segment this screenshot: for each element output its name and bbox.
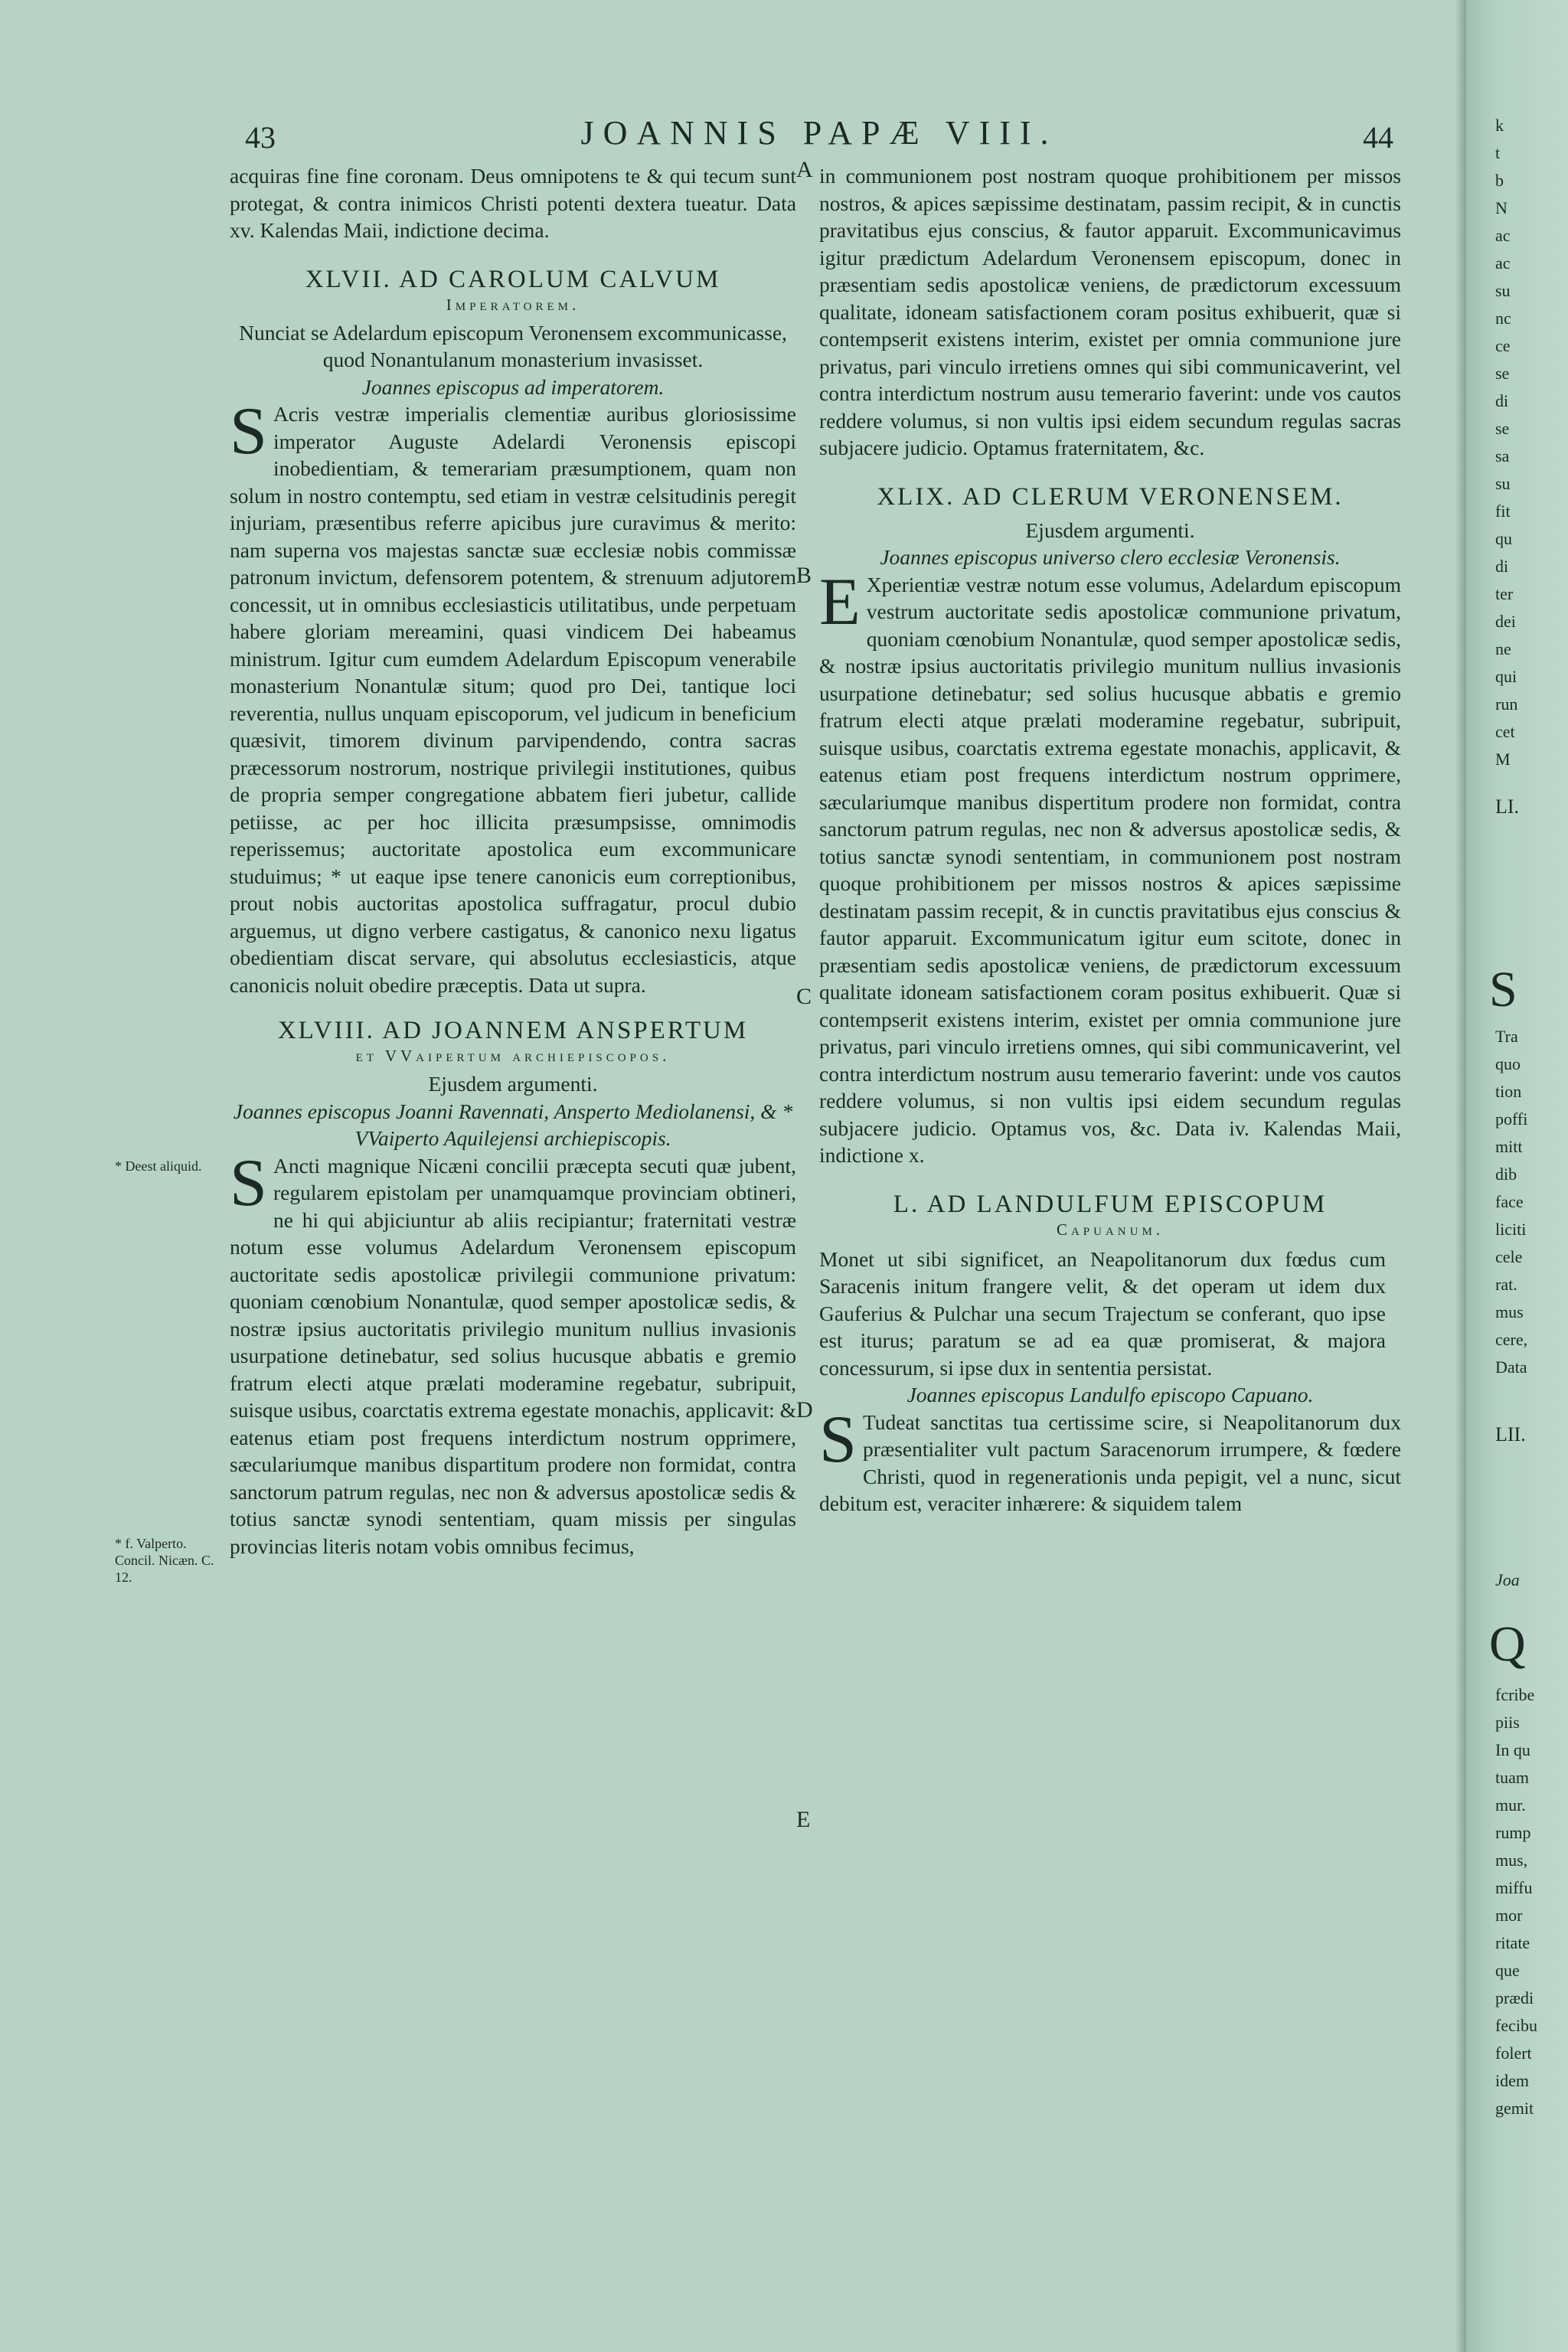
facing-line-fragment: tuam <box>1495 1768 1529 1787</box>
running-head <box>245 113 1393 159</box>
letter-50-body: Tudeat sanctitas tua certissime scire, si Neapolitanorum dux præsentialiter vult pactum Saracenorum irrumpere, & fœdere Christi, quod in regenerationis unda pepigit, vel a nunc, sicut debitum est, veraciter inhærere: & siquidem talem <box>819 1410 1401 1515</box>
facing-line-fragment: ce <box>1495 336 1511 355</box>
facing-salutation: Joa <box>1495 1570 1520 1589</box>
facing-line-fragment: fit <box>1495 501 1511 521</box>
letter-48-subtitle: et VVaipertum archiepiscopos. <box>355 1047 671 1065</box>
facing-line-fragment: cele <box>1495 1247 1523 1266</box>
letter-47-body: Acris vestræ imperialis clementiæ auribus gloriosissime imperator Auguste Adelardi Veronensis episcopi inobedientiam, & temerariam præsumptionem, quam non solum in nostro contemptu, sed etiam in vestræ celsitudinis peregit injuriam, præsentibus referre apicibus jure curavimus & merito: nam superna vos majestas sanctæ suæ ecclesiæ nobis commissæ patronum invictum, defensorem potentem, & strenuum adjutorem concessit, ut in omnibus ecclesiasticis utilitatibus, unde perpetuam habere gloriam mereamini, quasi vindicem Dei habeamus ministrum. Igitur cum eumdem Adelardum Episcopum venerabile monasterium Nonantulæ situm; quod pro Dei, tantique loci reverentia, nullus unquam episcoporum, vel judicum in beneficium quæsivit, timorem divinum parvipendendo, contra sacras præcessorum nostrorum, nostrique privilegii institutiones, quibus de propria semper congregatione abbatem fieri jubetur, callide petiisse, ac per hoc illicita præsumpsisse, omnimodis reperissemus; auctoritate apostolica eum excommunicare studuimus; * ut eaque ipse tenere canonicis eum correptionibus, prout nobis auctoritas apostolica suffragatur, procul dubio arguemus, ut digno verbere castigatus, & canonico nexu ligatus obedientiam discat servare, qui absolutus ecclesiasticis, atque canonicis noluit obedire præceptis. Data ut supra. <box>230 402 796 997</box>
facing-line-fragment: k <box>1495 116 1504 135</box>
facing-line-fragment: Data <box>1495 1357 1527 1377</box>
facing-line-fragment: b <box>1495 171 1504 190</box>
letter-50-heading <box>819 1189 1401 1240</box>
margin-note-1: * Deest aliquid. <box>115 1158 202 1174</box>
facing-line-fragment: ac <box>1495 226 1511 245</box>
facing-line-fragment: dib <box>1495 1165 1517 1184</box>
facing-line-fragment: qui <box>1495 667 1517 686</box>
facing-line-fragment: ac <box>1495 253 1511 273</box>
letter-48-continuation: in communionem post nostram quoque prohibitionem per missos nostros, & apices sæpissime destinatam, passim recipit, & in cunctis pravitatibus ejus conscius, & fautor apparuit. Excommunicavimus igitur prædictum Adelardum Veronensem episcopum, donec in præsentiam sedis apostolicæ veniens, de prædictorum excessuum qualitate, idoneam satisfactionem coram positus exhibuerit, quæ si contempserit existens interim, existet per omnia communione jure privatus, pari vinculo irretiens omnes qui sibi communicaverint, vel contra interdictum nostrum ausu temerario faverint: unde vos cautos reddere volumus, si non vultis ipsi eidem secundum regulas sacras subjacere judicio. Optamus fraternitatem, &c. <box>819 164 1401 459</box>
facing-line-fragment: tion <box>1495 1082 1522 1101</box>
facing-letter-51: LI. <box>1495 795 1520 818</box>
facing-line-fragment: liciti <box>1495 1220 1527 1239</box>
facing-line-fragment: t <box>1495 143 1501 162</box>
facing-line-fragment: N <box>1495 198 1508 217</box>
letter-49-salutation: Joannes episcopus universo clero ecclesiæ Veronensis. <box>880 545 1341 569</box>
letter-47-text <box>230 394 796 998</box>
facing-line-fragment: que <box>1495 1961 1520 1980</box>
letter-48-argument: Ejusdem argumenti. <box>428 1072 598 1096</box>
facing-line-fragment: miffu <box>1495 1878 1533 1897</box>
facing-line-fragment: idem <box>1495 2071 1529 2090</box>
letter-49-text <box>819 564 1401 1169</box>
facing-line-fragment: face <box>1495 1192 1524 1211</box>
letter-50-dropcap: S <box>819 1402 857 1477</box>
facing-line-fragment: dei <box>1495 612 1516 631</box>
facing-line-fragment: qu <box>1495 529 1512 548</box>
page-number-left: 43 <box>245 120 276 155</box>
letter-50-argument: Monet ut sibi significet, an Neapolitanorum dux fœdus cum Saracenis initum frangere velit, & det operam ut idem dux Gauferius & Pulchar una secum Trajectum se conferant, quo ipse est iturus; paratum se ad ea quæ promiserat, & majora concessurum, si ipse dux in sententia persistat. <box>819 1246 1386 1380</box>
facing-line-fragment: mor <box>1495 1906 1523 1925</box>
letter-47-subtitle: Imperatorem. <box>446 295 580 314</box>
facing-line-fragment: se <box>1495 364 1510 383</box>
letter-47-dropcap: S <box>230 394 267 469</box>
facing-line-fragment: nc <box>1495 309 1511 328</box>
section-letter-d: D <box>796 1397 813 1423</box>
facing-line-fragment: Tra <box>1495 1027 1518 1046</box>
facing-line-fragment: poffi <box>1495 1109 1528 1129</box>
facing-line-fragment: su <box>1495 281 1511 300</box>
facing-dropcap-s: S <box>1489 962 1517 1018</box>
letter-49-heading <box>819 482 1401 512</box>
running-title: JOANNIS PAPÆ VIII. <box>580 114 1058 152</box>
letter-47-title: XLVII. AD CAROLUM CALVUM <box>305 265 721 293</box>
facing-line-fragment: quo <box>1495 1054 1521 1073</box>
page-number-right: 44 <box>1363 120 1393 155</box>
section-letter-c: C <box>796 984 812 1009</box>
letter-48-body: Ancti magnique Nicæni concilii præcepta secuti quæ jubent, regularem epistolam per unamquamque provinciam obtineri, ne hi qui abjiciuntur ab aliis recipiantur; fraternitati vestræ notum esse volumus Adelardum Veronensem episcopum auctoritate sedis apostolicæ privilegii communione privatum: quoniam cœnobium Nonantulæ, quod semper apostolicæ sedis, & nostræ ipsius auctoritatis privilegio munitum nullius invasionis usurpatione detinebatur, sed solius hucusque abbatis e gremio fratrum electi atque prælati moderamine regebatur, subripuit, suisque usibus, coarctatis extrema egestate monachis, applicavit: & eatenus etiam post frequens interdictum nostrum opprimere, sæculariumque manibus dispartitum prodere non formidat, contra sanctorum patrum regulas, nec non & adversus apostolicæ sedis & totius sanctæ synodi sententiam, quam missis per singulas provincias literis notam vobis omnibus fecimus, <box>230 1153 796 1558</box>
letter-49-body: Xperientiæ vestræ notum esse volumus, Adelardum episcopum vestrum auctoritate sedis apostolicæ communione privatum, quoniam cœnobium Nonantulæ, quod semper apostolicæ sedis, & nostræ ipsius auctoritatis privilegio munitum nullius invasionis usurpatione detinebatur; sed solius hucusque abbatis e gremio fratrum electi atque prælati moderamine regebatur, subripuit, suisque usibus, coarctatis extrema egestate monachis, applicavit, & eatenus etiam post frequens interdictum nostrum opprimere, sæculariumque manibus dispertitum prodere non formidat, contra sanctorum patrum regulas, nec non & adversus apostolicæ sedis, & totius sanctæ synodi sententiam, in communionem post nostram quoque prohibitionem per missos nostros & apices sæpissime destinatam passim recepit, & in cunctis pravitatibus ejus conscius & fautor apparuit. Excommunicatum igitur eum scitote, donec in præsentiam sedis apostolicæ veniens, de prædictorum excessuum qualitate idoneam satisfactionem coram positus exhibuerit. Quæ si contempserit existens interim, existet per omnia communione jure privatus, pari vinculo irretiens omnes, qui sibi communicaverint, vel contra interdictum nostrum ausu temerario faverint: unde vos cautos reddere volumus, si non vultis ipsi eidem secundum regulas subjacere judicio. Optamus vos, &c. Data iv. Kalendas Maii, indictione x. <box>819 572 1401 1167</box>
facing-page-edge <box>1466 0 1568 2352</box>
letter-50-subtitle: Capuanum. <box>1056 1220 1165 1239</box>
facing-line-fragment: M <box>1495 750 1511 769</box>
facing-line-fragment: folert <box>1495 2043 1532 2063</box>
facing-line-fragment: run <box>1495 694 1518 714</box>
facing-line-fragment: su <box>1495 474 1511 493</box>
facing-line-fragment: sa <box>1495 446 1510 466</box>
left-column <box>230 162 796 1560</box>
letter-46-ending: acquiras fine fine coronam. Deus omnipotens te & qui tecum sunt protegat, & contra inimicos Christi potenti dextera tueatur. Data xv. Kalendas Maii, indictione decima. <box>230 164 796 242</box>
right-column <box>819 162 1401 1517</box>
facing-line-fragment: ne <box>1495 639 1511 658</box>
letter-48-heading <box>230 1015 796 1066</box>
facing-line-fragment: rump <box>1495 1823 1531 1842</box>
facing-line-fragment: ritate <box>1495 1933 1530 1952</box>
letter-49-argument: Ejusdem argumenti. <box>1025 518 1195 542</box>
margin-note-2: * f. Valperto. Concil. Nicæn. C. 12. <box>115 1536 214 1585</box>
section-letter-a: A <box>796 157 813 182</box>
section-letter-e: E <box>796 1807 811 1832</box>
facing-letter-52: LII. <box>1495 1423 1526 1446</box>
section-letter-b: B <box>796 563 812 588</box>
letter-50-text <box>819 1402 1401 1517</box>
letter-49-dropcap: E <box>819 564 861 639</box>
facing-line-fragment: cere, <box>1495 1330 1528 1349</box>
letter-47-salutation: Joannes episcopus ad imperatorem. <box>361 374 665 399</box>
facing-line-fragment: se <box>1495 419 1510 438</box>
letter-48-text <box>230 1145 796 1560</box>
facing-line-fragment: In qu <box>1495 1740 1530 1759</box>
letter-50-title: L. AD LANDULFUM EPISCOPUM <box>893 1190 1328 1218</box>
facing-line-fragment: gemit <box>1495 2099 1534 2118</box>
letter-47-argument: Nunciat se Adelardum episcopum Veronensem excommunicasse, quod Nonantulanum monasterium invasisset. <box>239 320 787 371</box>
facing-line-fragment: di <box>1495 391 1509 410</box>
facing-line-fragment: piis <box>1495 1713 1520 1732</box>
letter-48-salutation: Joannes episcopus Joanni Ravennati, Ansperto Mediolanensi, & * VVaiperto Aquilejensi archiepiscopis. <box>233 1099 793 1150</box>
facing-line-fragment: rat. <box>1495 1275 1517 1294</box>
facing-line-fragment: prædi <box>1495 1988 1534 2007</box>
letter-48-title: XLVIII. AD JOANNEM ANSPERTUM <box>277 1017 749 1044</box>
facing-line-fragment: fecibu <box>1495 2016 1537 2035</box>
facing-line-fragment: ter <box>1495 584 1514 603</box>
letter-48-dropcap: S <box>230 1145 267 1220</box>
facing-line-fragment: mus, <box>1495 1851 1528 1870</box>
facing-line-fragment: cet <box>1495 722 1515 741</box>
facing-line-fragment: fcribe <box>1495 1685 1535 1704</box>
letter-50-salutation: Joannes episcopus Landulfo episcopo Capuano. <box>906 1383 1314 1406</box>
letter-49-title: XLIX. AD CLERUM VERONENSEM. <box>877 482 1344 511</box>
facing-line-fragment: mus <box>1495 1302 1524 1321</box>
letter-47-heading <box>230 264 796 315</box>
facing-line-fragment: mur. <box>1495 1795 1526 1815</box>
facing-dropcap-q: Q <box>1489 1616 1526 1672</box>
facing-line-fragment: mitt <box>1495 1137 1523 1156</box>
facing-line-fragment: di <box>1495 557 1509 576</box>
